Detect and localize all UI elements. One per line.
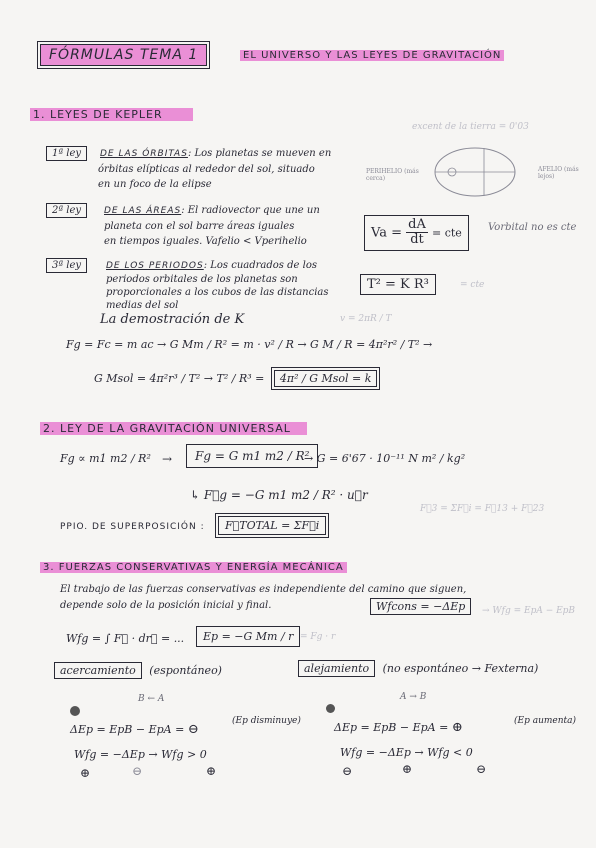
faint-work-formula: → Wfg = EpA − EpB <box>482 606 576 616</box>
law2-line3: en tiempos iguales. Vafelio < Vperihelio <box>104 236 307 247</box>
section3-line1: El trabajo de las fuerzas conservativas es independiente del camino que siguen, <box>60 584 467 595</box>
approach-sign-a: ⊕ <box>80 766 91 780</box>
demo-line1: Fg = Fc = m ac → G Mm / R² = m · v² / R → G M / R = 4π²r² / T² → <box>66 338 433 351</box>
demo-line2-text: G Msol = 4π²r³ / T² → T² / R³ = <box>94 372 265 385</box>
areolar-fraction <box>406 218 428 248</box>
proportionality: Fg ∝ m1 m2 / R² <box>60 452 151 465</box>
vector-formula: ↳ F⃗g = −G m1 m2 / R² · u⃗r <box>190 488 368 502</box>
areolar-velocity-formula <box>364 215 469 251</box>
law3-name: DE LOS PERIODOS <box>106 261 204 271</box>
approach-sign: ⊖ <box>187 722 199 737</box>
law2-tag-text: 2ª ley <box>46 203 87 218</box>
approach-work: Wfg = −ΔEp → Wfg > 0 <box>74 748 207 761</box>
section2-heading <box>40 422 307 435</box>
separation-delta-text: ΔEp = EpB − EpA = <box>334 721 449 734</box>
gravitation-law-box: Fg = G m1 m2 / R² <box>186 444 318 468</box>
work-integral: Wfg = ∫ F⃗ · dr⃗ = ... <box>66 632 185 645</box>
orbital-velocity-note: Vorbital no es cte <box>488 222 577 233</box>
law3-text1: : Los cuadrados de los <box>203 260 317 271</box>
approach-delta <box>70 722 199 737</box>
law3-line2: periodos orbitales de los planetas son <box>106 274 298 285</box>
section3-line2: depende solo de la posición inicial y final. <box>60 600 272 611</box>
law3-tag <box>46 260 87 271</box>
approach-title-text: acercamiento <box>54 662 142 679</box>
page-subtitle <box>240 50 504 61</box>
velocity-note: v = 2πR / T <box>340 314 392 324</box>
approach-sign-c: ⊕ <box>206 764 217 778</box>
aphelion-label: AFELIO (más lejos) <box>538 166 579 180</box>
section1-heading <box>30 108 193 121</box>
page-title <box>40 44 207 66</box>
separation-sign: ⊕ <box>451 720 463 735</box>
approach-title <box>54 664 222 677</box>
separation-sign-b: ⊕ <box>402 762 413 776</box>
conservative-work-box: Wfcons = −ΔEp <box>370 598 471 615</box>
areolar-num: dA <box>408 217 426 232</box>
law2-line2: planeta con el sol barre áreas iguales <box>104 221 295 232</box>
orbit-diagram <box>430 142 520 202</box>
section1-heading-text: 1. LEYES DE KEPLER <box>30 108 193 121</box>
gravity-arrow: → <box>162 452 173 466</box>
separation-paren: (no espontáneo → Fexterna) <box>382 662 539 675</box>
areolar-rhs: = cte <box>431 226 462 240</box>
demo-line2-box: 4π² / G Msol = k <box>274 370 378 387</box>
law1-tag-text: 1ª ley <box>46 146 87 161</box>
law3-line4: medias del sol <box>106 300 179 311</box>
approach-note: (Ep disminuye) <box>232 716 301 726</box>
law2-line1 <box>104 205 320 216</box>
superposition-box: F⃗TOTAL = ΣF⃗i <box>218 516 326 535</box>
separation-title <box>298 662 538 675</box>
law3-line1 <box>106 260 317 271</box>
page-title-text: FÓRMULAS TEMA 1 <box>49 47 199 63</box>
law2-tag <box>46 205 87 216</box>
law1-line2: órbitas elípticas al rededor del sol, situado <box>98 164 315 175</box>
section3-heading <box>40 562 347 573</box>
potential-energy-box: Ep = −G Mm / r <box>196 626 300 647</box>
separation-mass <box>326 704 335 713</box>
perihelion-label: PERIHELIO (más cerca) <box>366 168 419 182</box>
page-subtitle-text: EL UNIVERSO Y LAS LEYES DE GRAVITACIÓN <box>240 50 504 61</box>
section3-heading-text: 3. FUERZAS CONSERVATIVAS Y ENERGÍA MECÁNICA <box>40 562 347 573</box>
law1-name: DE LAS ÓRBITAS <box>100 149 188 159</box>
separation-title-text: alejamiento <box>298 660 375 677</box>
separation-work: Wfg = −ΔEp → Wfg < 0 <box>340 746 473 759</box>
superposition-label: PPIO. DE SUPERPOSICIÓN : <box>60 522 205 532</box>
kepler3-formula: T² = K R³ <box>360 274 436 295</box>
separation-sign-c: ⊖ <box>476 762 487 776</box>
superposition-faint: F⃗3 = ΣF⃗i = F⃗13 + F⃗23 <box>420 504 545 514</box>
separation-note: (Ep aumenta) <box>514 716 577 726</box>
law2-text1: : El radiovector que une un <box>181 205 320 216</box>
areolar-lhs: Va = <box>371 225 402 241</box>
approach-points: B ← A <box>138 694 165 704</box>
g-constant: → G = 6'67 · 10⁻¹¹ N m² / kg² <box>304 452 466 465</box>
law1-text1: : Los planetas se mueven en <box>187 148 332 159</box>
separation-points: A → B <box>400 692 427 702</box>
demo-line2 <box>94 372 377 385</box>
law3-tag-text: 3ª ley <box>46 258 87 273</box>
eccentricity-note: excent de la tierra = 0'03 <box>412 122 529 132</box>
law1-line3: en un foco de la elipse <box>98 179 212 190</box>
demo-label: La demostración de K <box>100 312 245 327</box>
approach-sign-b: ⊖ <box>132 764 143 778</box>
faint-fg-note: = Fg · r <box>300 632 336 642</box>
kepler3-faint-note: = cte <box>460 280 485 290</box>
law2-name: DE LAS ÁREAS <box>104 206 182 216</box>
separation-delta <box>334 720 463 735</box>
areolar-den: dt <box>410 232 424 248</box>
section2-heading-text: 2. LEY DE LA GRAVITACIÓN UNIVERSAL <box>40 422 307 435</box>
approach-mass <box>70 706 80 716</box>
law3-line3: proporcionales a los cubos de las distancias <box>106 287 329 298</box>
law1-tag <box>46 148 87 159</box>
law1-line1 <box>100 148 331 159</box>
separation-sign-a: ⊖ <box>342 764 353 778</box>
approach-paren: (espontáneo) <box>149 664 222 677</box>
approach-delta-text: ΔEp = EpB − EpA = <box>70 723 185 736</box>
